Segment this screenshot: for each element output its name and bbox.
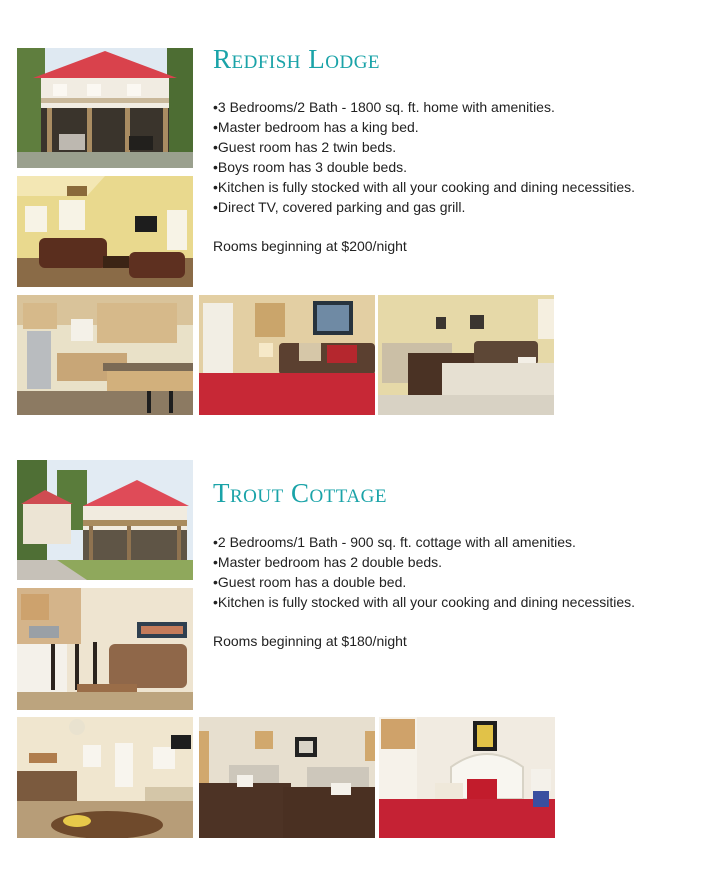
list-item: • Master bedroom has 2 double beds. <box>213 552 635 572</box>
cottage-rate: Rooms beginning at $180/night <box>213 633 407 649</box>
lodge-kitchen-photo <box>17 295 193 415</box>
cottage-title: Trout Cottage <box>213 478 387 508</box>
list-item: • Direct TV, covered parking and gas grill. <box>213 197 635 217</box>
list-item: • Kitchen is fully stocked with all your cooking and dining necessities. <box>213 592 635 612</box>
lodge-exterior-photo <box>17 48 193 168</box>
list-item: • 2 Bedrooms/1 Bath - 900 sq. ft. cottage with all amenities. <box>213 532 635 552</box>
lodge-living-room-photo <box>17 176 193 287</box>
list-item: • Kitchen is fully stocked with all your cooking and dining necessities. <box>213 177 635 197</box>
list-item: • 3 Bedrooms/2 Bath - 1800 sq. ft. home with amenities. <box>213 97 635 117</box>
lodge-boys-room-photo <box>378 295 554 415</box>
lodge-title: Redfish Lodge <box>213 44 381 74</box>
cottage-exterior-photo <box>17 460 193 580</box>
cottage-master-bedroom-photo <box>199 717 375 838</box>
list-item: • Guest room has a double bed. <box>213 572 635 592</box>
list-item: • Boys room has 3 double beds. <box>213 157 635 177</box>
cottage-feature-list <box>213 532 635 612</box>
cottage-guest-room-photo <box>379 717 555 838</box>
lodge-master-bedroom-photo <box>199 295 375 415</box>
cottage-living-room-photo <box>17 588 193 710</box>
lodge-rate: Rooms beginning at $200/night <box>213 238 407 254</box>
list-item: • Master bedroom has a king bed. <box>213 117 635 137</box>
cottage-dining-room-photo <box>17 717 193 838</box>
list-item: • Guest room has 2 twin beds. <box>213 137 635 157</box>
lodge-feature-list <box>213 97 635 217</box>
